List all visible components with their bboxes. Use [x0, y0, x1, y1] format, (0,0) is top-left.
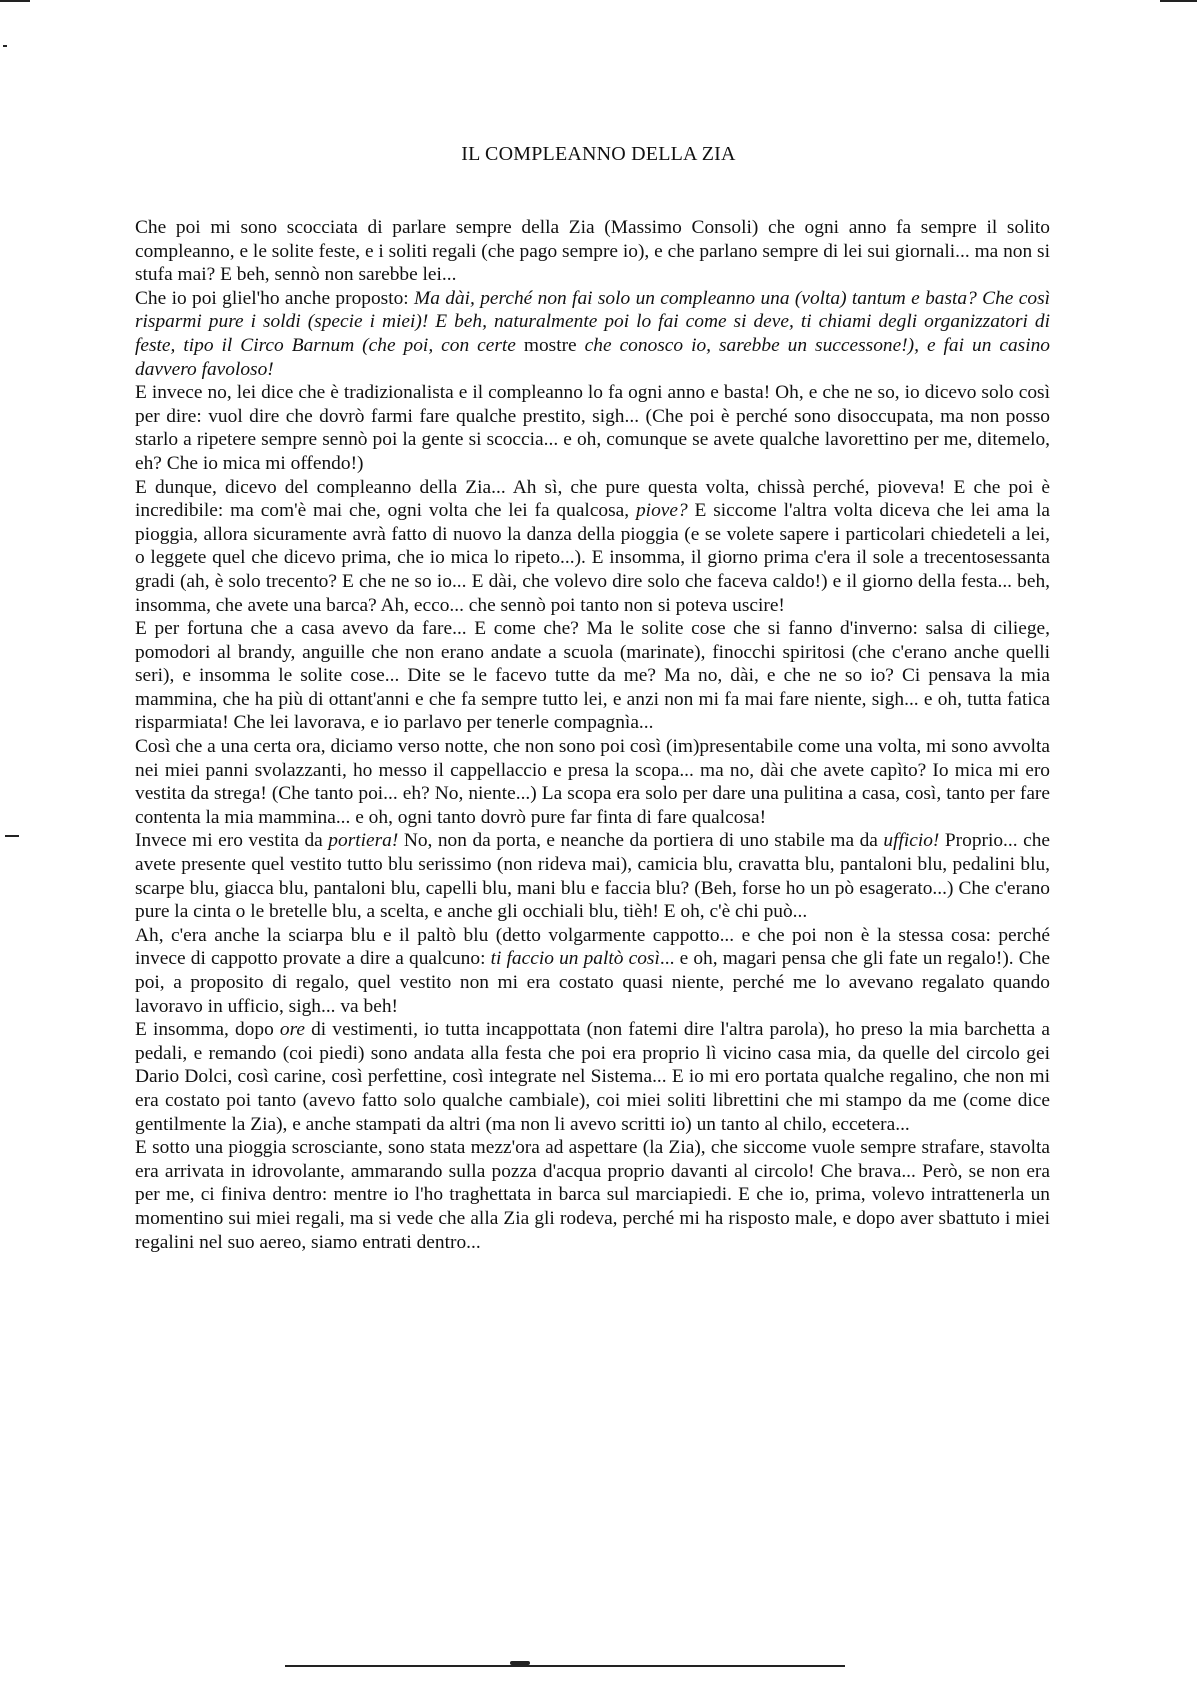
text-segment: E siccome l'altra volta diceva che lei ama la pioggia, allora sicuramente avrà fatto di nuovo la danza della pioggia (e se volete sapere i particolari chiedeteli a lei, o leggete quel che dicevo prima, che io mica lo ripeto...). E insomma, il giorno prima c'era il sole a trecentosessanta gradi (ah, è solo trecento? E che ne so io... E dài, che volevo dire solo che faceva caldo!) e il giorno della festa... beh, insomma, che avete una barca? Ah, ecco... che sennò poi tanto non si poteva uscire! [135, 500, 1050, 616]
scan-edge-mark [0, 0, 30, 2]
text-segment: E dunque, dicevo del compleanno della Zia... Ah sì, che pure questa volta, chissà perché, pioveva! E che poi è incredibile: ma com'è mai che, ogni volta che lei fa qualcosa, [135, 476, 1050, 522]
text-segment: Proprio... che avete presente quel vestito tutto blu serissimo (non rideva mai), camicia blu, cravatta blu, pantaloni blu, pedalini blu, scarpe blu, giacca blu, pantaloni blu, capelli blu, mani blu e faccia blu? (Beh, forse ho un pò esagerato...) Che c'erano pure la cinta o le bretelle blu, a scelta, e anche gli occhiali blu, tièh! E oh, c'è chi può... [135, 830, 1051, 923]
italic-text-segment: ufficio! [883, 830, 940, 852]
document-body [135, 216, 1050, 1254]
paragraph [135, 735, 1050, 829]
italic-text-segment: Ma dài, perché non fai solo un compleanno una (volta) tantum e basta? Che così risparmi pure i soldi (specie i miei)! E beh, naturalmente poi lo fai come si deve, ti chiami degli organizzatori di feste, tipo il Circo Barnum (che poi, con certe [135, 287, 1050, 356]
paragraph [135, 216, 1050, 287]
text-segment: E per fortuna che a casa avevo da fare... E come che? Ma le solite cose che si fanno d'inverno: salsa di ciliege, pomodori al brandy, anguille che non erano andate a scuola (marinate), finocchi spiritosi (che c'erano anche quelli seri), e insomma le solite cose... Dite se le facevo tutte da me? Ma no, dài, e che ne so io? Ci pensava la mia mammina, che ha più di ottant'anni e che fa sempre tutto lei, e anzi non mi fa mai fare niente, sigh... e oh, tutta fatica risparmiata! Che lei lavorava, e io parlavo per tenerle compagnìa... [135, 618, 1050, 734]
footer-ornament [510, 1661, 530, 1665]
footer-rule [285, 1665, 845, 1667]
text-segment: Invece mi ero vestita da [135, 830, 329, 852]
scan-edge-mark [3, 45, 7, 47]
scan-edge-mark [5, 835, 19, 837]
italic-text-segment: che conosco io, sarebbe un successone!), e fai un casino davvero favoloso! [135, 334, 1051, 380]
paragraph [135, 829, 1050, 923]
text-segment: No, non da porta, e neanche da portiera di uno stabile ma da [398, 830, 884, 852]
text-segment: ... e oh, magari pensa che gli fate un regalo!). Che poi, a proposito di regalo, quel vestito non mi era costato quasi niente, perché me lo avevano regalato quando lavoravo in ufficio, sigh... va beh! [135, 948, 1051, 1017]
scan-edge-mark [1160, 0, 1197, 2]
page-title: IL COMPLEANNO DELLA ZIA [461, 143, 736, 165]
paragraph [135, 1018, 1050, 1136]
text-segment: Ah, c'era anche la sciarpa blu e il paltò blu (detto volgarmente cappotto... e che poi non è la stessa cosa: perché invece di cappotto provate a dire a qualcuno: [135, 924, 1050, 970]
paragraph [135, 617, 1050, 735]
text-segment: di vestimenti, io tutta incappottata (non fatemi dire l'altra parola), ho preso la mia barchetta a pedali, e remando (coi piedi) sono andata alla festa che poi era proprio lì vicino casa mia, da quelle del circolo gei Dario Dolci, così carine, così perfettine, così integrate nel Sistema... E io mi ero portata qualche regalino, che non mi era costato poi tanto (avevo fatto solo qualche cambiale), coi miei soliti librettini che mi stampo da me (come dice gentilmente la Zia), e anche stampati da altri (ma non li avevo scritti io) un tanto al chilo, eccetera... [135, 1019, 1050, 1135]
paragraph [135, 287, 1050, 381]
italic-text-segment: piove? [635, 500, 688, 522]
italic-text-segment: portiera! [328, 830, 399, 852]
paragraph [135, 1136, 1050, 1254]
text-segment: Che io poi gliel'ho anche proposto: [135, 287, 415, 309]
paragraph [135, 381, 1050, 475]
italic-text-segment: ti faccio un paltò così [490, 948, 660, 970]
italic-text-segment: ore [279, 1019, 306, 1041]
text-segment: Così che a una certa ora, diciamo verso notte, che non sono poi così (im)presentabile come una volta, mi sono avvolta nei miei panni svolazzanti, ho messo il cappellaccio e presa la scopa... ma no, dài che avete capìto? Io mica mi ero vestita da strega! (Che tanto poi... eh? No, niente...) La scopa era solo per dare una pulitina a casa, così, tanto per fare contenta la mia mammina... e oh, ogni tanto dovrò pure far finta di fare qualcosa! [135, 736, 1050, 828]
text-segment: mostre [515, 334, 585, 356]
text-segment: E invece no, lei dice che è tradizionalista e il compleanno lo fa ogni anno e basta! Oh, e che ne so, io dicevo solo così per dire: vuol dire che dovrò farmi fare qualche prestito, sigh... (Che poi è perché sono disoccupata, ma non posso starlo a ripetere sempre sennò poi la gente si scoccia... e oh, comunque se avete qualche lavorettino per me, ditemelo, eh? Che io mica mi offendo!) [135, 382, 1050, 474]
text-segment: Che poi mi sono scocciata di parlare sempre della Zia (Massimo Consoli) che ogni anno fa sempre il solito compleanno, e le solite feste, e i soliti regali (che pago sempre io), e che parlano sempre di lei sui giornali... ma non si stufa mai? E beh, sennò non sarebbe lei... [135, 217, 1050, 286]
paragraph [135, 476, 1050, 618]
text-segment: E insomma, dopo [135, 1019, 280, 1041]
paragraph [135, 924, 1050, 1018]
text-segment: E sotto una pioggia scrosciante, sono stata mezz'ora ad aspettare (la Zia), che siccome vuole sempre strafare, stavolta era arrivata in idrovolante, ammarando sulla pozza d'acqua proprio davanti al circolo! Che brava... Però, se non era per me, ci finiva dentro: mentre io l'ho traghettata in barca sul marciapiedi. E che io, prima, volevo intrattenerla un momentino sui miei regali, ma si vede che alla Zia gli rodeva, perché mi ha risposto male, e dopo aver sbattuto i miei regalini nel suo aereo, siamo entrati dentro... [135, 1137, 1050, 1253]
